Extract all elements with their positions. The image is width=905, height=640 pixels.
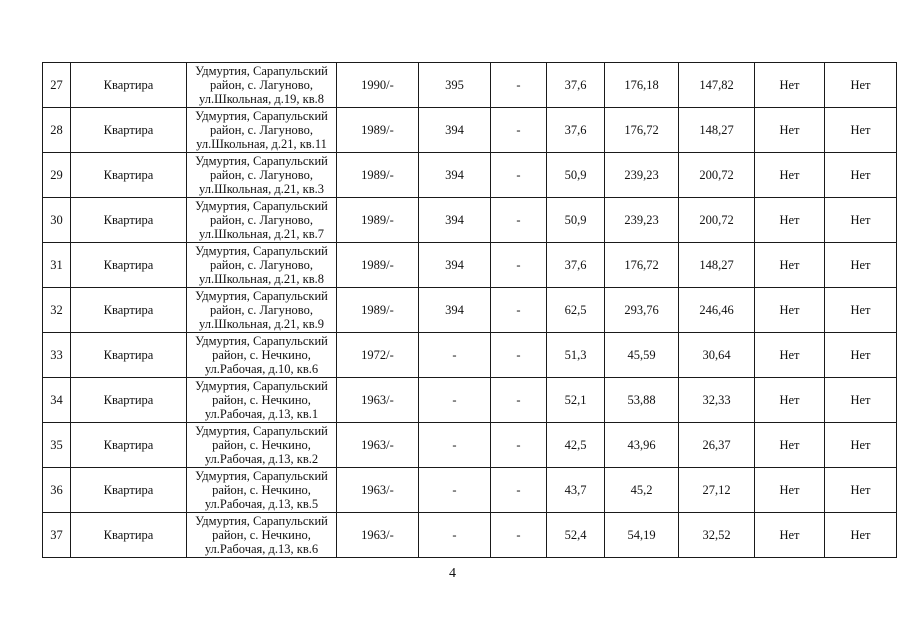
row-number-cell: 32 (43, 288, 71, 333)
address-cell (187, 423, 337, 468)
row-number-cell: 34 (43, 378, 71, 423)
address-line: ул.Рабочая, д.10, кв.6 (204, 362, 319, 376)
address-line: ул.Рабочая, д.13, кв.1 (204, 407, 319, 421)
column-8-cell: 293,76 (605, 288, 679, 333)
property-type-cell: Квартира (71, 378, 187, 423)
table-body (43, 63, 897, 558)
year-cell: 1989/- (337, 198, 419, 243)
year-cell: 1989/- (337, 108, 419, 153)
address-line: ул.Школьная, д.21, кв.3 (199, 182, 324, 196)
property-type-cell: Квартира (71, 423, 187, 468)
address-line: Удмуртия, Сарапульский (195, 154, 328, 168)
address-line: ул.Школьная, д.19, кв.8 (199, 92, 324, 106)
column-9-cell: 246,46 (679, 288, 755, 333)
column-9-cell: 26,37 (679, 423, 755, 468)
column-9-cell: 148,27 (679, 243, 755, 288)
column-11-cell: Нет (825, 468, 897, 513)
area-cell: 50,9 (547, 153, 605, 198)
column-10-cell: Нет (755, 108, 825, 153)
address-line: ул.Школьная, д.21, кв.11 (196, 137, 327, 151)
table-row (43, 288, 897, 333)
column-6-cell: - (491, 63, 547, 108)
address-cell (187, 243, 337, 288)
address-line: район, с. Лагуново, (209, 258, 313, 272)
address-line: ул.Рабочая, д.13, кв.2 (204, 452, 319, 466)
property-type-cell: Квартира (71, 63, 187, 108)
property-type-cell: Квартира (71, 108, 187, 153)
column-10-cell: Нет (755, 288, 825, 333)
table-row (43, 63, 897, 108)
table-row (43, 333, 897, 378)
column-9-cell: 27,12 (679, 468, 755, 513)
column-9-cell: 32,33 (679, 378, 755, 423)
column-6-cell: - (491, 423, 547, 468)
property-type-cell: Квартира (71, 288, 187, 333)
column-8-cell: 176,72 (605, 243, 679, 288)
year-cell: 1963/- (337, 468, 419, 513)
column-6-cell: - (491, 288, 547, 333)
column-5-cell: 395 (419, 63, 491, 108)
column-10-cell: Нет (755, 333, 825, 378)
area-cell: 37,6 (547, 243, 605, 288)
column-5-cell: - (419, 378, 491, 423)
year-cell: 1963/- (337, 378, 419, 423)
column-10-cell: Нет (755, 423, 825, 468)
address-line: Удмуртия, Сарапульский (195, 109, 328, 123)
address-line: Удмуртия, Сарапульский (195, 289, 328, 303)
year-cell: 1989/- (337, 153, 419, 198)
column-10-cell: Нет (755, 378, 825, 423)
column-6-cell: - (491, 468, 547, 513)
address-line: район, с. Лагуново, (209, 78, 313, 92)
property-type-cell: Квартира (71, 153, 187, 198)
address-line: Удмуртия, Сарапульский (195, 334, 328, 348)
area-cell: 51,3 (547, 333, 605, 378)
area-cell: 37,6 (547, 63, 605, 108)
table-row (43, 198, 897, 243)
address-line: Удмуртия, Сарапульский (195, 424, 328, 438)
address-line: район, с. Нечкино, (212, 483, 311, 497)
column-8-cell: 239,23 (605, 153, 679, 198)
column-8-cell: 53,88 (605, 378, 679, 423)
address-cell (187, 333, 337, 378)
address-line: ул.Школьная, д.21, кв.8 (199, 272, 324, 286)
column-9-cell: 148,27 (679, 108, 755, 153)
table-row (43, 243, 897, 288)
address-cell (187, 513, 337, 558)
table-row (43, 468, 897, 513)
year-cell: 1972/- (337, 333, 419, 378)
address-cell (187, 468, 337, 513)
address-cell (187, 288, 337, 333)
column-11-cell: Нет (825, 288, 897, 333)
row-number-cell: 36 (43, 468, 71, 513)
column-10-cell: Нет (755, 468, 825, 513)
row-number-cell: 31 (43, 243, 71, 288)
column-5-cell: - (419, 333, 491, 378)
column-11-cell: Нет (825, 378, 897, 423)
address-line: Удмуртия, Сарапульский (195, 469, 328, 483)
column-10-cell: Нет (755, 513, 825, 558)
year-cell: 1963/- (337, 513, 419, 558)
address-line: Удмуртия, Сарапульский (195, 514, 328, 528)
column-9-cell: 147,82 (679, 63, 755, 108)
year-cell: 1989/- (337, 288, 419, 333)
column-10-cell: Нет (755, 243, 825, 288)
column-11-cell: Нет (825, 423, 897, 468)
column-5-cell: - (419, 423, 491, 468)
address-line: район, с. Лагуново, (209, 123, 313, 137)
area-cell: 43,7 (547, 468, 605, 513)
row-number-cell: 30 (43, 198, 71, 243)
column-9-cell: 30,64 (679, 333, 755, 378)
column-10-cell: Нет (755, 153, 825, 198)
address-line: ул.Рабочая, д.13, кв.5 (204, 497, 319, 511)
column-11-cell: Нет (825, 153, 897, 198)
column-5-cell: 394 (419, 153, 491, 198)
address-cell (187, 153, 337, 198)
address-line: ул.Рабочая, д.13, кв.6 (204, 542, 319, 556)
column-11-cell: Нет (825, 63, 897, 108)
column-11-cell: Нет (825, 108, 897, 153)
column-10-cell: Нет (755, 63, 825, 108)
table-row (43, 423, 897, 468)
year-cell: 1963/- (337, 423, 419, 468)
address-line: ул.Школьная, д.21, кв.9 (199, 317, 324, 331)
table-row (43, 108, 897, 153)
table-row (43, 513, 897, 558)
address-line: Удмуртия, Сарапульский (195, 244, 328, 258)
address-line: район, с. Лагуново, (209, 213, 313, 227)
column-5-cell: 394 (419, 198, 491, 243)
row-number-cell: 33 (43, 333, 71, 378)
property-type-cell: Квартира (71, 243, 187, 288)
column-5-cell: 394 (419, 108, 491, 153)
address-line: район, с. Нечкино, (212, 528, 311, 542)
column-6-cell: - (491, 198, 547, 243)
table-row (43, 378, 897, 423)
address-line: район, с. Лагуново, (209, 303, 313, 317)
column-6-cell: - (491, 243, 547, 288)
year-cell: 1990/- (337, 63, 419, 108)
column-10-cell: Нет (755, 198, 825, 243)
column-9-cell: 200,72 (679, 153, 755, 198)
column-9-cell: 32,52 (679, 513, 755, 558)
column-8-cell: 239,23 (605, 198, 679, 243)
address-line: Удмуртия, Сарапульский (195, 379, 328, 393)
property-registry-table (42, 62, 897, 558)
address-cell (187, 108, 337, 153)
column-6-cell: - (491, 108, 547, 153)
column-6-cell: - (491, 153, 547, 198)
property-type-cell: Квартира (71, 333, 187, 378)
row-number-cell: 37 (43, 513, 71, 558)
column-8-cell: 176,72 (605, 108, 679, 153)
column-8-cell: 176,18 (605, 63, 679, 108)
row-number-cell: 27 (43, 63, 71, 108)
table-row (43, 153, 897, 198)
column-5-cell: - (419, 513, 491, 558)
column-11-cell: Нет (825, 333, 897, 378)
column-11-cell: Нет (825, 243, 897, 288)
row-number-cell: 29 (43, 153, 71, 198)
area-cell: 42,5 (547, 423, 605, 468)
row-number-cell: 35 (43, 423, 71, 468)
column-5-cell: 394 (419, 288, 491, 333)
address-line: район, с. Лагуново, (209, 168, 313, 182)
column-11-cell: Нет (825, 513, 897, 558)
year-cell: 1989/- (337, 243, 419, 288)
column-5-cell: - (419, 468, 491, 513)
address-line: район, с. Нечкино, (212, 348, 311, 362)
property-type-cell: Квартира (71, 468, 187, 513)
column-8-cell: 43,96 (605, 423, 679, 468)
area-cell: 50,9 (547, 198, 605, 243)
area-cell: 37,6 (547, 108, 605, 153)
area-cell: 52,1 (547, 378, 605, 423)
column-6-cell: - (491, 333, 547, 378)
property-type-cell: Квартира (71, 198, 187, 243)
column-11-cell: Нет (825, 198, 897, 243)
area-cell: 62,5 (547, 288, 605, 333)
area-cell: 52,4 (547, 513, 605, 558)
address-line: Удмуртия, Сарапульский (195, 199, 328, 213)
column-8-cell: 45,59 (605, 333, 679, 378)
address-line: район, с. Нечкино, (212, 438, 311, 452)
page-number: 4 (449, 566, 456, 581)
column-8-cell: 54,19 (605, 513, 679, 558)
column-5-cell: 394 (419, 243, 491, 288)
address-cell (187, 378, 337, 423)
address-line: район, с. Нечкино, (212, 393, 311, 407)
column-6-cell: - (491, 378, 547, 423)
address-line: ул.Школьная, д.21, кв.7 (199, 227, 324, 241)
address-line: Удмуртия, Сарапульский (195, 64, 328, 78)
column-9-cell: 200,72 (679, 198, 755, 243)
address-cell (187, 63, 337, 108)
column-8-cell: 45,2 (605, 468, 679, 513)
row-number-cell: 28 (43, 108, 71, 153)
address-cell (187, 198, 337, 243)
property-type-cell: Квартира (71, 513, 187, 558)
column-6-cell: - (491, 513, 547, 558)
